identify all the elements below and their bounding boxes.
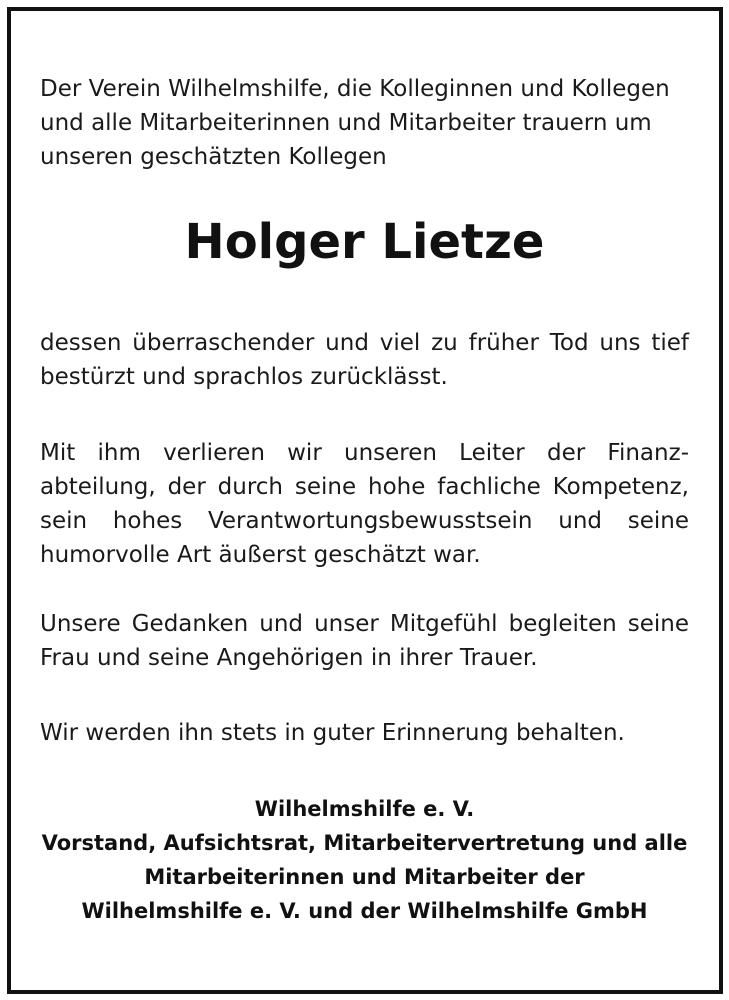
intro-line: und alle Mitarbeiterinnen und Mitarbeiter trauern um <box>40 110 652 136</box>
signature-line: Vorstand, Aufsichtsrat, Mitarbeitervertretung und alle <box>41 831 688 855</box>
intro-line: Der Verein Wilhelmshilfe, die Kolleginnen und Kollegen <box>40 76 670 102</box>
signature-line: Wilhelmshilfe e. V. und der Wilhelmshilfe GmbH <box>81 899 648 923</box>
paragraph-condolence: dessen überraschender und viel zu früher Tod uns tief bestürzt und sprachlos zurücklässt. <box>40 330 689 390</box>
intro-line: unseren geschätzten Kollegen <box>40 144 387 170</box>
deceased-name: Holger Lietze <box>184 214 545 270</box>
paragraph-sympathy: Unsere Gedanken und unser Mitgefühl begleiten seine Frau und seine Angehörigen in ihrer Trauer. <box>40 611 689 671</box>
signature-block <box>30 792 699 928</box>
intro-text <box>40 72 689 174</box>
paragraph-remembrance: Wir werden ihn stets in guter Erinnerung behalten. <box>40 720 625 746</box>
signature-line: Wilhelmshilfe e. V. <box>254 797 475 821</box>
signature-line: Mitarbeiterinnen und Mitarbeiter der <box>144 865 585 889</box>
paragraph-tribute: Mit ihm verlieren wir unseren Leiter der Finanzabteilung, der durch seine hohe fachliche Kompetenz, sein hohes Verantwortungsbewusstsein und seine humorvolle Art äußerst geschätzt war. <box>40 440 689 568</box>
